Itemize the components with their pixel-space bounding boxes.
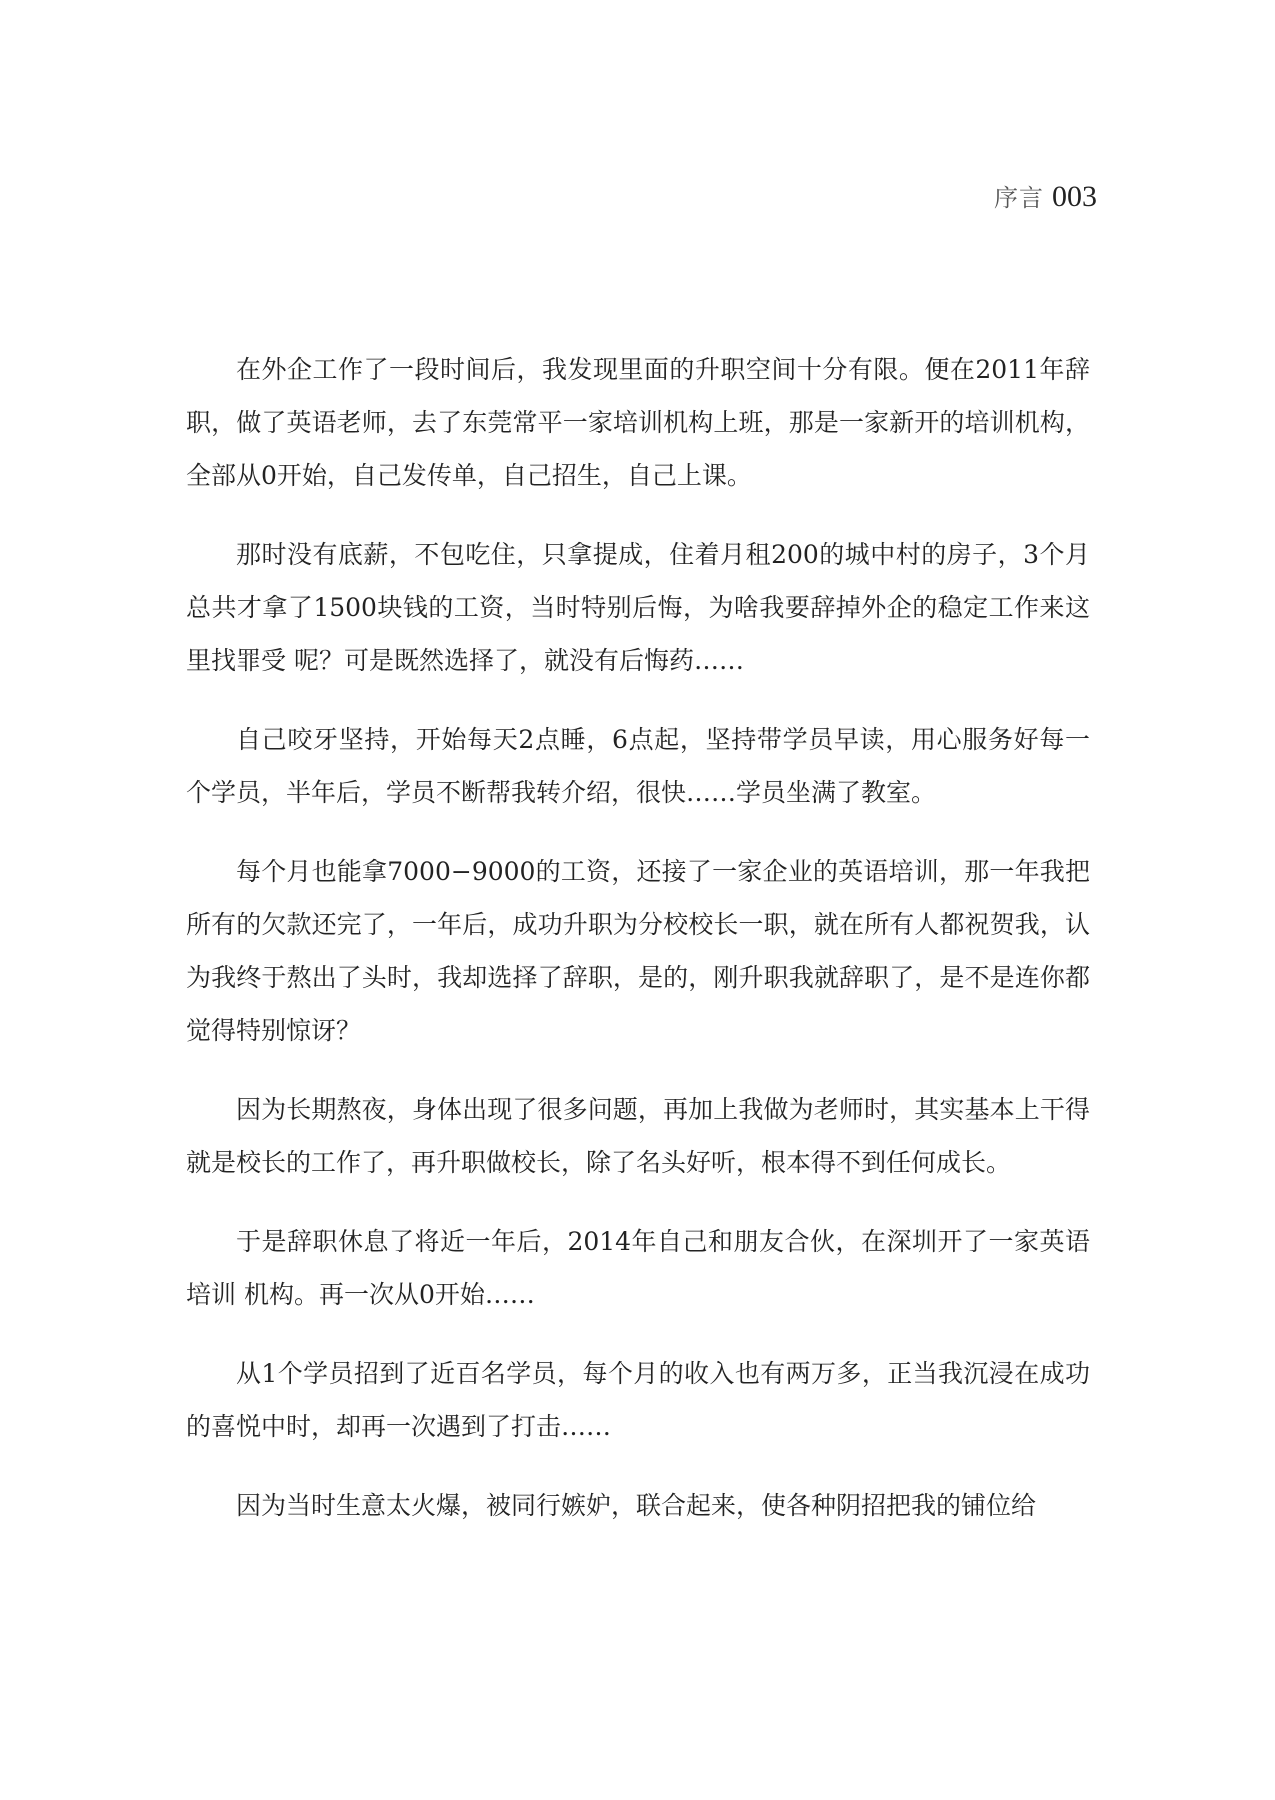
paragraph: 于是辞职休息了将近一年后，2014年自己和朋友合伙，在深圳开了一家英语培训 机构。再一次从0开始…… xyxy=(186,1227,1090,1309)
paragraph: 自己咬牙坚持，开始每天2点睡，6点起，坚持带学员早读，用心服务好每一个学员，半年后，学员不断帮我转介绍，很快……学员坐满了教室。 xyxy=(186,725,1090,807)
body-text xyxy=(186,343,1090,1558)
section-label: 序言 xyxy=(994,184,1044,212)
paragraph: 因为当时生意太火爆，被同行嫉妒，联合起来，使各种阴招把我的铺位给 xyxy=(236,1491,1037,1520)
paragraph: 那时没有底薪，不包吃住，只拿提成，住着月租200的城中村的房子，3个月总共才拿了1500块钱的工资，当时特别后悔，为啥我要辞掉外企的稳定工作来这里找罪受 呢？可是既然选择了，就没有后悔药…… xyxy=(186,540,1090,675)
paragraph: 因为长期熬夜，身体出现了很多问题，再加上我做为老师时，其实基本上干得就是校长的工作了，再升职做校长，除了名头好听，根本得不到任何成长。 xyxy=(186,1095,1090,1177)
paragraph: 在外企工作了一段时间后，我发现里面的升职空间十分有限。便在2011年辞职，做了英语老师，去了东莞常平一家培训机构上班，那是一家新开的培训机构，全部从0开始，自己发传单，自己招生，自己上课。 xyxy=(186,355,1090,490)
paragraph: 每个月也能拿7000−9000的工资，还接了一家企业的英语培训，那一年我把所有的欠款还完了，一年后，成功升职为分校校长一职，就在所有人都祝贺我，认为我终于熬出了头时，我却选择了辞职，是的，刚升职我就辞职了，是不是连你都觉得特别惊讶？ xyxy=(186,857,1090,1045)
paragraph: 从1个学员招到了近百名学员，每个月的收入也有两万多，正当我沉浸在成功的喜悦中时，却再一次遇到了打击…… xyxy=(186,1359,1090,1441)
running-header xyxy=(994,178,1097,214)
page-number: 003 xyxy=(1052,180,1097,213)
